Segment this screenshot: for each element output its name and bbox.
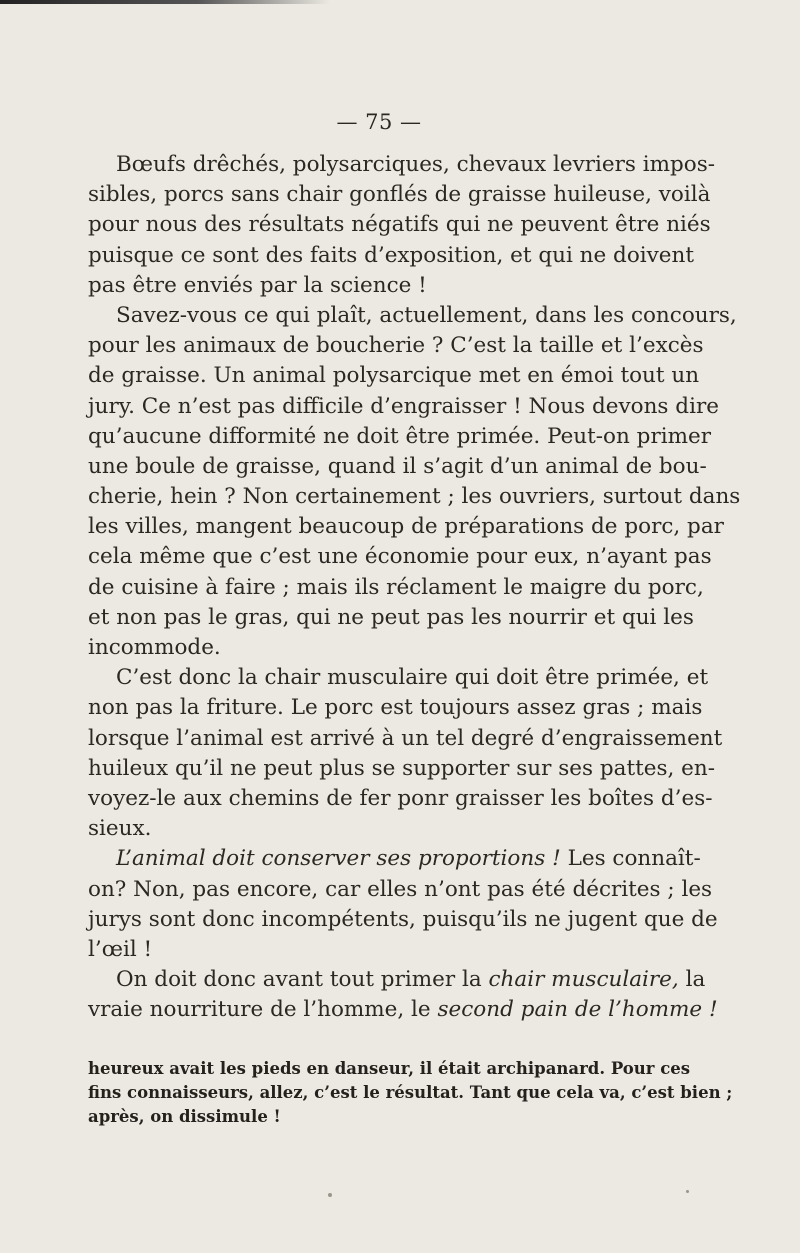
line-text: cela même que c’est une économie pour eux, n’ayant pas <box>88 544 712 570</box>
text-line <box>88 633 670 663</box>
line-text: Bœufs drêchés, polysarciques, chevaux levriers impos- <box>116 152 716 177</box>
text-line <box>88 603 694 633</box>
page-edge-shadow <box>0 0 330 4</box>
line-text: l’œil ! <box>88 936 153 962</box>
italic-text: chair musculaire, <box>488 967 679 993</box>
line-text: puisque ce sont des faits d’exposition, et qui ne doivent <box>88 242 694 268</box>
text-line <box>88 210 711 240</box>
text-line <box>88 754 716 784</box>
footnote-line: fins connaisseurs, allez, c’est le résultat. Tant que cela va, c’est bien ; <box>88 1083 733 1103</box>
text-line <box>88 542 712 572</box>
text-line <box>88 361 700 391</box>
text-line <box>88 392 719 422</box>
text-line <box>88 905 718 935</box>
line-text: une boule de graisse, quand il s’agit d’un animal de bou- <box>88 453 707 479</box>
text-line <box>88 482 741 512</box>
italic-text: L’animal doit conserver ses proportions ! <box>116 846 561 872</box>
text-line <box>88 271 670 301</box>
line-text: C’est donc la chair musculaire qui doit être primée, et <box>116 665 709 691</box>
book-page <box>88 110 741 1129</box>
text-line <box>88 844 701 874</box>
text-line <box>88 331 704 361</box>
text-line <box>88 452 707 482</box>
text-line <box>88 301 737 331</box>
text-line <box>88 995 718 1025</box>
line-text: les villes, mangent beaucoup de préparations de porc, par <box>88 514 724 540</box>
text-line <box>88 814 670 844</box>
page-number: — 75 — <box>336 110 422 134</box>
text-line <box>88 875 713 905</box>
line-text: huileux qu’il ne peut plus se supporter sur ses pattes, en- <box>88 755 716 781</box>
text-line <box>88 965 706 995</box>
line-text: de graisse. Un animal polysarcique met en émoi tout un <box>88 363 700 389</box>
line-text: vraie nourriture de l’homme, le <box>88 997 438 1023</box>
line-text: de cuisine à faire ; mais ils réclament le maigre du porc, <box>88 574 704 600</box>
line-text: lorsque l’animal est arrivé à un tel degré d’engraissement <box>88 725 723 751</box>
text-line <box>88 150 716 180</box>
line-text: on? Non, pas encore, car elles n’ont pas été décrites ; les <box>88 876 713 902</box>
line-text: non pas la friture. Le porc est toujours assez gras ; mais <box>88 695 703 721</box>
text-line <box>88 573 704 603</box>
line-text: On doit donc avant tout primer la <box>116 967 489 993</box>
line-text: la <box>678 967 706 993</box>
line-text: Savez-vous ce qui plaît, actuellement, dans les concours, <box>116 302 737 328</box>
line-text: et non pas le gras, qui ne peut pas les nourrir et qui les <box>88 604 694 630</box>
text-line <box>88 935 670 965</box>
line-text: cherie, hein ? Non certainement ; les ouvriers, surtout dans <box>88 484 741 510</box>
line-text: incommode. <box>88 635 221 660</box>
line-text: qu’aucune difformité ne doit être primée. Peut-on primer <box>88 423 711 449</box>
italic-text: second pain de l’homme ! <box>437 997 718 1023</box>
line-text: jury. Ce n’est pas difficile d’engraisser ! Nous devons dire <box>88 393 719 419</box>
text-line <box>88 724 723 754</box>
footnote-line: heureux avait les pieds en danseur, il était archipanard. Pour ces <box>88 1059 691 1079</box>
text-line <box>88 512 724 542</box>
footnote-line: après, on dissimule ! <box>88 1107 281 1127</box>
text-line <box>88 422 711 452</box>
paper-speck <box>328 1193 332 1197</box>
footnote <box>88 1057 733 1129</box>
text-line <box>88 693 703 723</box>
line-text: sibles, porcs sans chair gonflés de graisse huileuse, voilà <box>88 182 711 208</box>
line-text: pour les animaux de boucherie ? C’est la taille et l’excès <box>88 333 704 359</box>
line-text: sieux. <box>88 816 152 842</box>
line-text: voyez-le aux chemins de fer ponr graisser les boîtes d’es- <box>88 785 713 811</box>
body-text <box>88 150 741 1025</box>
text-line <box>88 663 709 693</box>
text-line <box>88 180 711 210</box>
line-text: jurys sont donc incompétents, puisqu’ils ne jugent que de <box>88 906 718 932</box>
line-text: Les connaît- <box>560 846 701 872</box>
paper-speck <box>686 1190 689 1193</box>
text-line <box>88 784 713 814</box>
text-line <box>88 241 694 271</box>
line-text: pas être enviés par la science ! <box>88 272 427 298</box>
line-text: pour nous des résultats négatifs qui ne peuvent être niés <box>88 212 711 238</box>
